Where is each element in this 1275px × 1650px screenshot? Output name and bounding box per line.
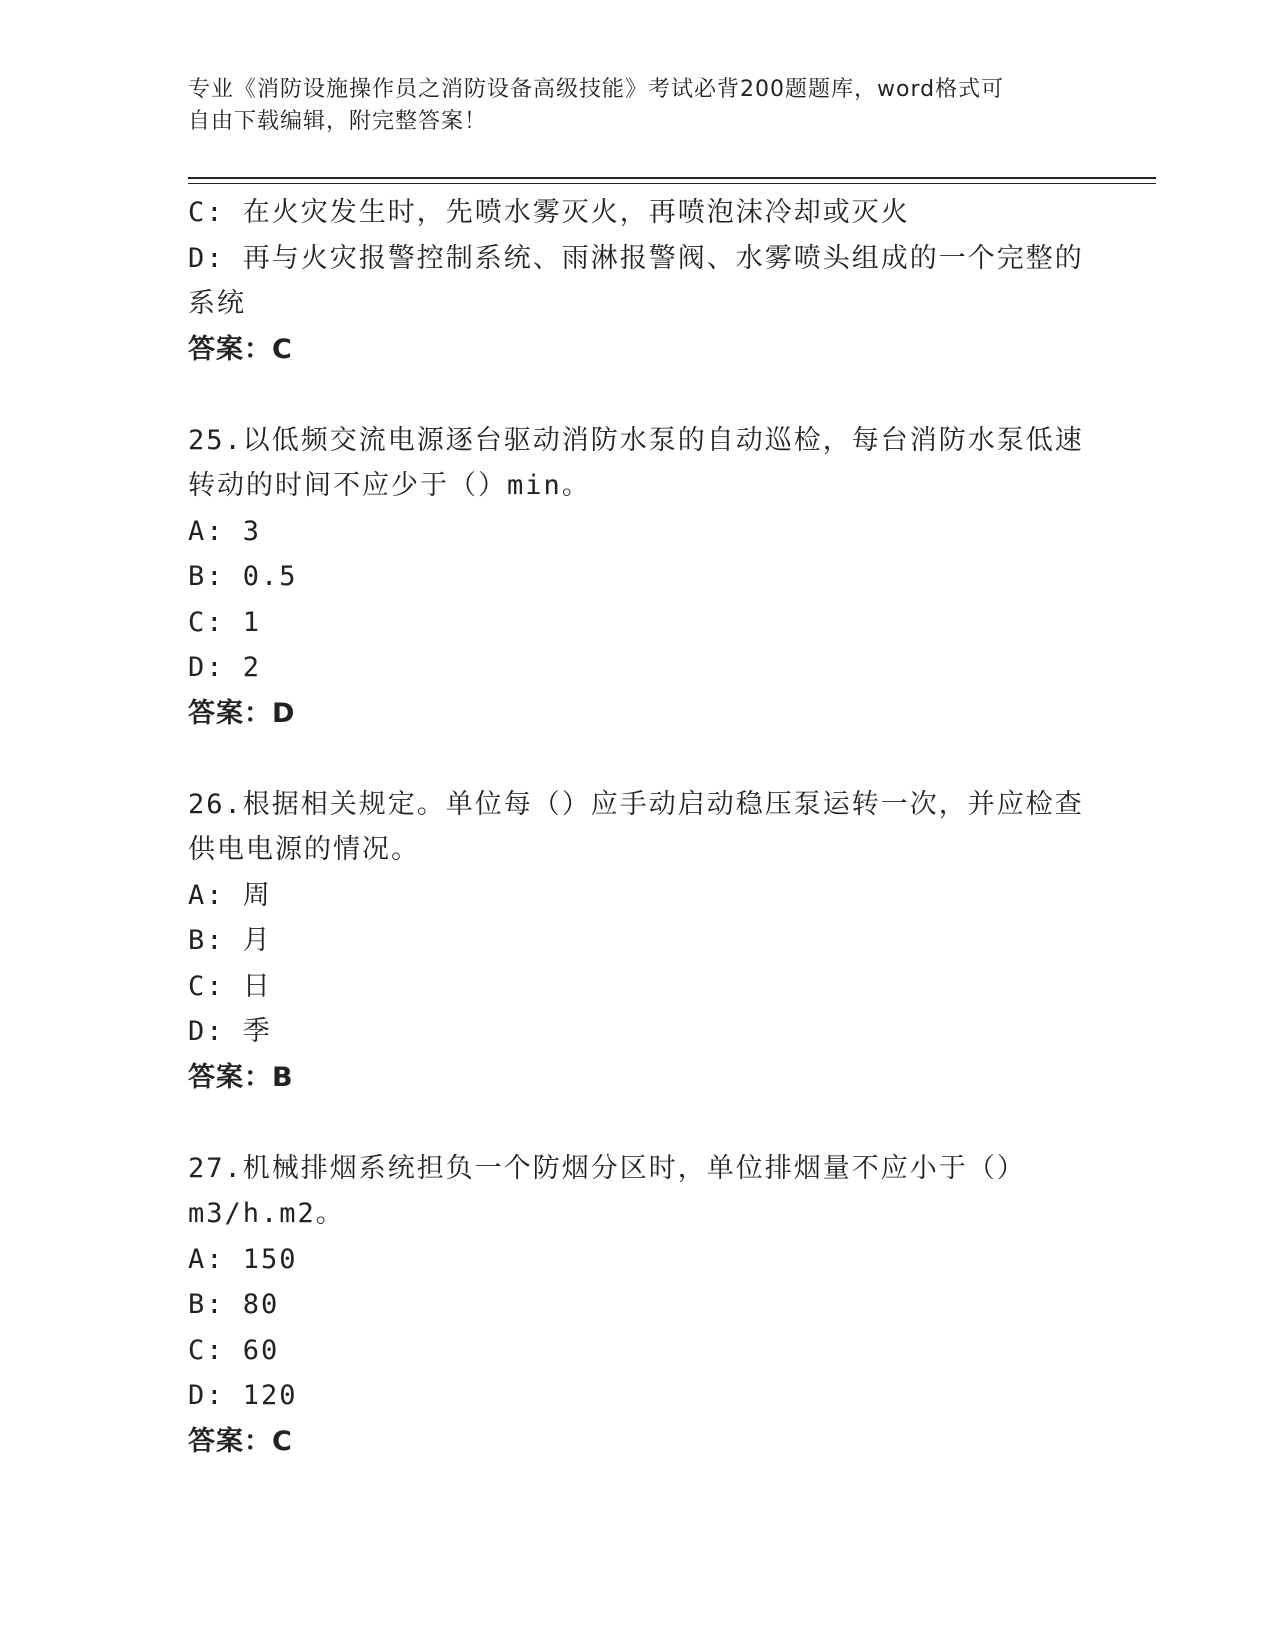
- option-d: D: 120: [188, 1380, 298, 1411]
- question-content: [188, 190, 1088, 1464]
- question-stem: 25.以低频交流电源逐台驱动消防水泵的自动巡检，每台消防水泵低速: [188, 424, 1084, 456]
- header-title-line-1: 专业《消防设施操作员之消防设备高级技能》考试必背200题题库，word格式可: [188, 77, 1005, 102]
- header-divider-thin: [188, 183, 1156, 184]
- option-b: B: 80: [188, 1289, 280, 1320]
- option-c: C: 日: [188, 970, 272, 1002]
- question-26: [188, 782, 1088, 1101]
- answer: 答案：D: [188, 697, 296, 729]
- option-a: A: 周: [188, 879, 272, 911]
- answer: 答案：B: [188, 1061, 294, 1093]
- option-d: D: 季: [188, 1016, 272, 1047]
- document-header: [188, 74, 1068, 138]
- option-b: B: 0.5: [188, 561, 298, 592]
- question-stem-continued: m3/h.m2。: [188, 1198, 345, 1229]
- option-c: C: 1: [188, 606, 262, 638]
- option-d: D: 2: [188, 652, 262, 683]
- question-27: [188, 1146, 1088, 1465]
- option-d-continued: 系统: [188, 288, 246, 319]
- option-c: C: 60: [188, 1334, 280, 1366]
- answer: 答案：C: [188, 333, 293, 365]
- option-a: A: 3: [188, 515, 262, 547]
- answer: 答案：C: [188, 1425, 293, 1457]
- question-25: [188, 418, 1088, 737]
- question-stem-continued: 转动的时间不应少于（）min。: [188, 470, 591, 501]
- header-divider-thick: [188, 177, 1156, 179]
- question-stem: 27.机械排烟系统担负一个防烟分区时，单位排烟量不应小于（）: [188, 1152, 1026, 1184]
- question-stem: 26.根据相关规定。单位每（）应手动启动稳压泵运转一次，并应检查: [188, 788, 1084, 820]
- spacer: [188, 372, 1088, 418]
- question-24-continued: [188, 190, 1088, 372]
- header-title-line-2: 自由下载编辑，附完整答案！: [188, 109, 488, 134]
- option-d: D: 再与火灾报警控制系统、雨淋报警阀、水雾喷头组成的一个完整的: [188, 242, 1084, 274]
- spacer: [188, 736, 1088, 782]
- question-stem-continued: 供电电源的情况。: [188, 834, 420, 865]
- option-b: B: 月: [188, 925, 272, 956]
- option-c: C: 在火灾发生时，先喷水雾灭火，再喷泡沫冷却或灭火: [188, 197, 910, 228]
- spacer: [188, 1100, 1088, 1146]
- option-a: A: 150: [188, 1243, 298, 1275]
